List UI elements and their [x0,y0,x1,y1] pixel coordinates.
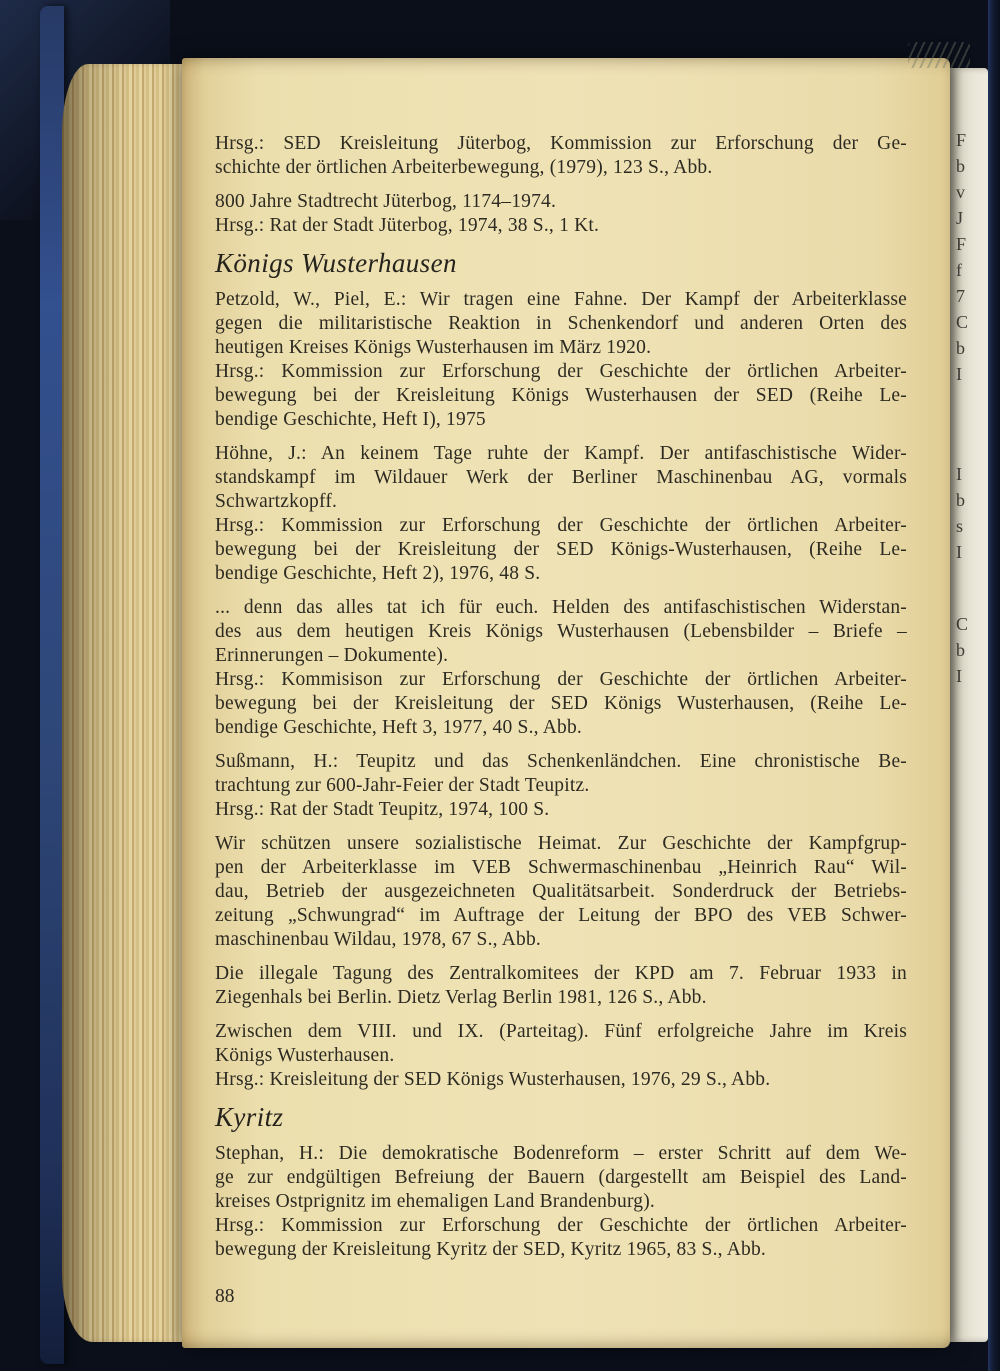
book-page [182,58,950,1348]
paragraph [215,1020,907,1068]
paragraph [215,832,907,952]
text-line: Hrsg.: Kreisleitung der SED Königs Wusterhausen, 1976, 29 S., Abb. [215,1069,771,1090]
section-heading-koenigs-wusterhausen: Königs Wusterhausen [215,248,457,278]
clipped-letter: v [956,182,965,202]
clipped-letter: F [956,234,967,254]
clipped-letter: J [956,208,964,228]
page-text-column [215,132,907,1272]
text-line: ... denn das alles tat ich für euch. Helden des antifaschistischen Widerstan- [215,597,907,618]
text-line: ge zur endgültigen Befreiung der Bauern (dargestellt am Beispiel des Land- [215,1167,907,1188]
paragraph [215,1068,907,1092]
text-line: Höhne, J.: An keinem Tage ruhte der Kampf. Der antifaschistische Wider- [215,443,907,464]
text-line: kreises Ostprignitz im ehemaligen Land Brandenburg). [215,1191,656,1212]
paragraph [215,1142,907,1214]
text-line: Wir schützen unsere sozialistische Heimat. Zur Geschichte der Kampfgrup- [215,833,907,854]
text-line: Stephan, H.: Die demokratische Bodenreform – erster Schritt auf dem We- [215,1143,907,1164]
clipped-letter: F [956,130,967,150]
clipped-letter: 7 [956,286,965,306]
clipped-letter: f [956,260,962,280]
paragraph [215,596,907,668]
paragraph [215,360,907,432]
entry-stephan-bodenreform [215,1142,907,1262]
entry-sussmann [215,750,907,822]
paragraph [215,190,907,214]
entry-illegale-tagung [215,962,907,1010]
text-line: schichte der örtlichen Arbeiterbewegung, (1979), 123 S., Abb. [215,157,713,178]
clipped-letter: C [956,614,969,634]
paragraph [215,1214,907,1262]
entry-zwischen-parteitag [215,1020,907,1092]
text-line: Hrsg.: SED Kreisleitung Jüterbog, Kommission zur Erforschung der Ge- [215,133,907,154]
text-line: bendige Geschichte, Heft I), 1975 [215,409,486,430]
text-line: bewegung der Kreisleitung Kyritz der SED, Kyritz 1965, 83 S., Abb. [215,1239,766,1260]
paragraph [215,288,907,360]
text-line: Zwischen dem VIII. und IX. (Parteitag). Fünf erfolgreiche Jahre im Kreis [215,1021,907,1042]
text-line: Königs Wusterhausen. [215,1045,395,1066]
entry-wir-schuetzen [215,832,907,952]
paragraph [215,214,907,238]
text-line: bendige Geschichte, Heft 3, 1977, 40 S., Abb. [215,717,582,738]
text-line: maschinenbau Wildau, 1978, 67 S., Abb. [215,929,542,950]
entry-denn-das-alles [215,596,907,740]
text-line: Schwartzkopff. [215,491,338,512]
text-line: Hrsg.: Rat der Stadt Jüterbog, 1974, 38 S., 1 Kt. [215,215,600,236]
book-cover-right [988,0,1000,1371]
paragraph [215,798,907,822]
clipped-letter: s [956,516,964,536]
text-line: trachtung zur 600-Jahr-Feier der Stadt Teupitz. [215,775,590,796]
text-line: dau, Betrieb der ausgezeichneten Qualitätsarbeit. Sonderdruck der Betriebs- [215,881,907,902]
clipped-letter: b [956,338,965,358]
text-line: standskampf im Wildauer Werk der Berliner Maschinenbau AG, vormals [215,467,907,488]
clipped-letter: I [956,666,962,686]
paragraph [215,514,907,586]
section-heading-kyritz: Kyritz [215,1102,284,1132]
text-line: bendige Geschichte, Heft 2), 1976, 48 S. [215,563,541,584]
text-line: bewegung bei der Kreisleitung der SED Königs Wusterhausen, (Reihe Le- [215,693,907,714]
text-line: Petzold, W., Piel, E.: Wir tragen eine Fahne. Der Kampf der Arbeiterklasse [215,289,907,310]
text-line: Hrsg.: Kommission zur Erforschung der Geschichte der örtlichen Arbeiter- [215,361,907,382]
text-line: Hrsg.: Kommission zur Erforschung der Geschichte der örtlichen Arbeiter- [215,1215,907,1236]
clipped-letter: C [956,312,969,332]
paragraph [215,668,907,740]
clipped-letter: I [956,464,962,484]
text-line: Hrsg.: Kommission zur Erforschung der Geschichte der örtlichen Arbeiter- [215,515,907,536]
text-line: Die illegale Tagung des Zentralkomitees der KPD am 7. Februar 1933 in [215,963,907,984]
paragraph [215,962,907,1010]
text-line: Sußmann, H.: Teupitz und das Schenkenländchen. Eine chronistische Be- [215,751,907,772]
text-line: Hrsg.: Rat der Stadt Teupitz, 1974, 100 S. [215,799,550,820]
entry-stadtrecht-jueterbog [215,190,907,238]
paragraph [215,132,907,180]
entry-hoehne [215,442,907,586]
text-line: 800 Jahre Stadtrecht Jüterbog, 1174–1974. [215,191,557,212]
clipped-letter: b [956,640,965,660]
clipped-letter: I [956,542,962,562]
text-line: zeitung „Schwungrad“ im Auftrage der Leitung der BPO des VEB Schwer- [215,905,907,926]
headband-marks [908,42,970,68]
book-cover-left [40,6,64,1364]
text-line: pen der Arbeiterklasse im VEB Schwermaschinenbau „Heinrich Rau“ Wil- [215,857,907,878]
text-line: heutigen Kreises Königs Wusterhausen im März 1920. [215,337,652,358]
text-line: Hrsg.: Kommisison zur Erforschung der Geschichte der örtlichen Arbeiter- [215,669,907,690]
text-line: gegen die militaristische Reaktion in Schenkendorf und anderen Orten des [215,313,907,334]
clipped-letter: b [956,490,965,510]
text-line: Erinnerungen – Dokumente). [215,645,449,666]
text-line: Ziegenhals bei Berlin. Dietz Verlag Berlin 1981, 126 S., Abb. [215,987,707,1008]
entry-petzold-piel [215,288,907,432]
page-number: 88 [215,1286,235,1307]
entry-jueterbog-sed [215,132,907,180]
text-line: des aus dem heutigen Kreis Königs Wusterhausen (Lebensbilder – Briefe – [215,621,907,642]
clipped-letter: b [956,156,965,176]
paragraph [215,442,907,514]
text-line: bewegung bei der Kreisleitung der SED Königs-Wusterhausen, (Reihe Le- [215,539,907,560]
clipped-letter: I [956,364,962,384]
next-page-sliver [950,68,988,1342]
paragraph [215,750,907,798]
text-line: bewegung bei der Kreisleitung Königs Wusterhausen der SED (Reihe Le- [215,385,907,406]
page-stack-edges [62,64,188,1342]
